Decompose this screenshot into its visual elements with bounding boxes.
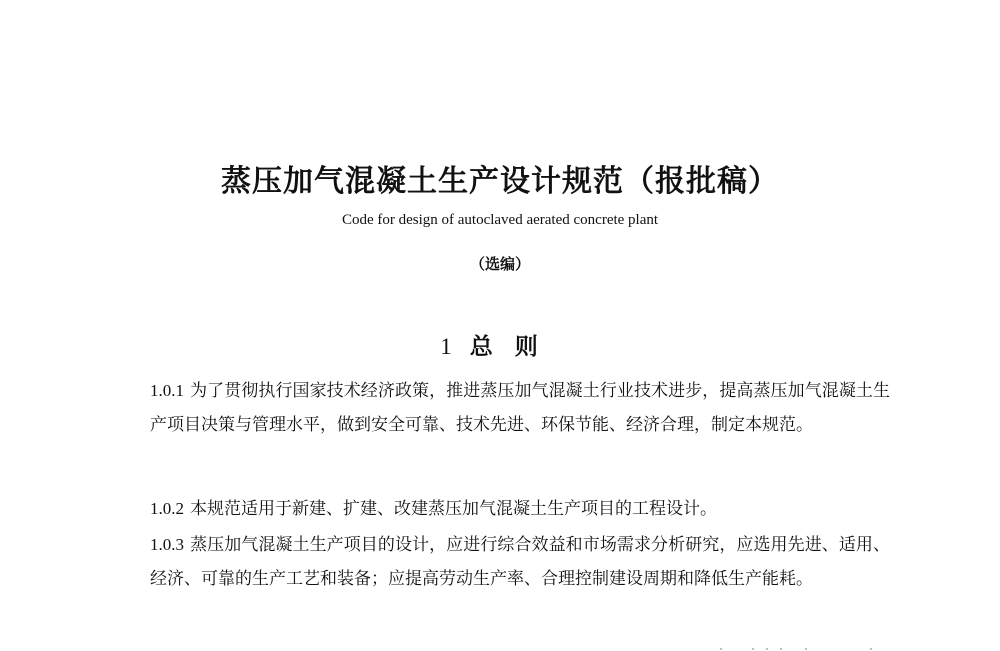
clause-number: 1.0.3 bbox=[150, 535, 184, 554]
chapter-name: 总则 bbox=[469, 333, 560, 360]
clause-1-0-2 bbox=[150, 492, 890, 526]
edition-note: （选编） bbox=[469, 255, 530, 273]
document-title: 蒸压加气混凝土生产设计规范（报批稿） bbox=[221, 164, 779, 199]
chapter-number: 1 bbox=[440, 334, 452, 359]
scan-artifacts bbox=[720, 648, 920, 650]
clause-text: 本规范适用于新建、扩建、改建蒸压加气混凝土生产项目的工程设计。 bbox=[190, 499, 717, 519]
clause-1-0-3 bbox=[150, 528, 890, 596]
clause-number: 1.0.2 bbox=[150, 499, 184, 518]
clause-1-0-1 bbox=[150, 374, 890, 442]
clause-text: 蒸压加气混凝土生产项目的设计，应进行综合效益和市场需求分析研究，应选用先进、适用、经济、可靠的生产工艺和装备；应提高劳动生产率、合理控制建设周期和降低生产能耗。 bbox=[150, 535, 890, 589]
clause-number: 1.0.1 bbox=[150, 381, 184, 400]
clause-text: 为了贯彻执行国家技术经济政策，推进蒸压加气混凝土行业技术进步，提高蒸压加气混凝土生产项目决策与管理水平，做到安全可靠、技术先进、环保节能、经济合理，制定本规范。 bbox=[150, 381, 890, 435]
chapter-heading bbox=[0, 328, 1000, 361]
english-subtitle: Code for design of autoclaved aerated concrete plant bbox=[341, 212, 659, 228]
